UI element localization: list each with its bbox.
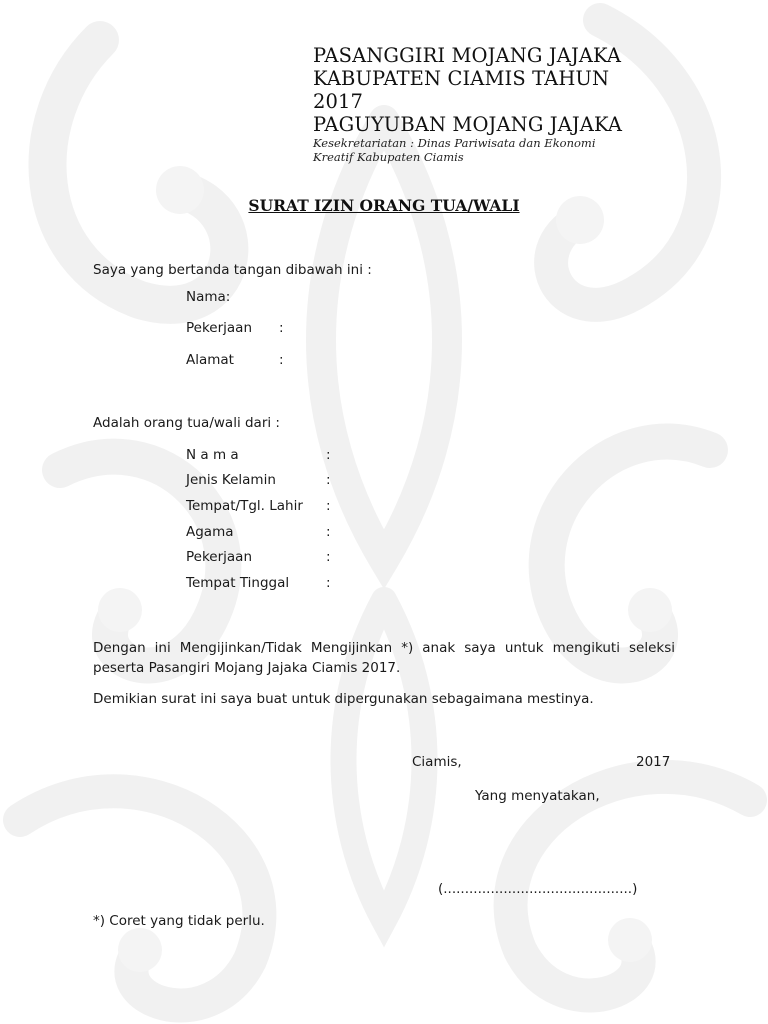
document-title: SURAT IZIN ORANG TUA/WALI <box>248 196 520 215</box>
field-colon: : <box>326 472 331 488</box>
section2-intro: Adalah orang tua/wali dari : <box>93 415 280 431</box>
field-label-tempat-tinggal: Tempat Tinggal <box>186 575 290 591</box>
letterhead-line: KABUPATEN CIAMIS TAHUN <box>313 67 610 90</box>
field-colon: : <box>326 447 331 463</box>
field-colon: : <box>326 549 331 565</box>
letterhead-line: PAGUYUBAN MOJANG JAJAKA <box>313 113 623 136</box>
signature-year: 2017 <box>636 754 671 770</box>
field-label-alamat: Alamat <box>186 352 234 368</box>
letterhead-line: 2017 <box>313 90 364 113</box>
closing-paragraph: Demikian surat ini saya buat untuk dipergunakan sebagaimana mestinya. <box>93 691 594 707</box>
field-label-nama: N a m a <box>186 447 239 463</box>
field-colon: : <box>279 352 284 368</box>
letterhead-line: PASANGGIRI MOJANG JAJAKA <box>313 44 622 67</box>
letterhead-subtitle: Kesekretariatan : Dinas Pariwisata dan Ekonomi <box>313 136 596 150</box>
letterhead <box>313 44 743 164</box>
letterhead-subtitle: Kreatif Kabupaten Ciamis <box>313 150 464 164</box>
signature-statement: Yang menyatakan, <box>475 788 600 804</box>
footnote: *) Coret yang tidak perlu. <box>93 913 265 929</box>
field-colon: : <box>279 320 284 336</box>
signature-name-line: (............................................) <box>438 881 638 897</box>
field-label-nama: Nama: <box>186 289 231 305</box>
field-label-pekerjaan: Pekerjaan <box>186 320 253 336</box>
signature-place: Ciamis, <box>412 754 462 770</box>
section1-intro: Saya yang bertanda tangan dibawah ini : <box>93 262 372 278</box>
field-colon: : <box>326 524 331 540</box>
field-label-tempat-tgl-lahir: Tempat/Tgl. Lahir <box>186 498 303 514</box>
field-label-pekerjaan: Pekerjaan <box>186 549 253 565</box>
field-colon: : <box>326 498 331 514</box>
field-label-agama: Agama <box>186 524 234 540</box>
consent-paragraph: Dengan ini Mengijinkan/Tidak Mengijinkan *) anak saya untuk mengikuti seleksi peserta Pasangiri Mojang Jajaka Ciamis 2017. <box>93 640 675 676</box>
field-colon: : <box>326 575 331 591</box>
field-label-jenis-kelamin: Jenis Kelamin <box>186 472 276 488</box>
